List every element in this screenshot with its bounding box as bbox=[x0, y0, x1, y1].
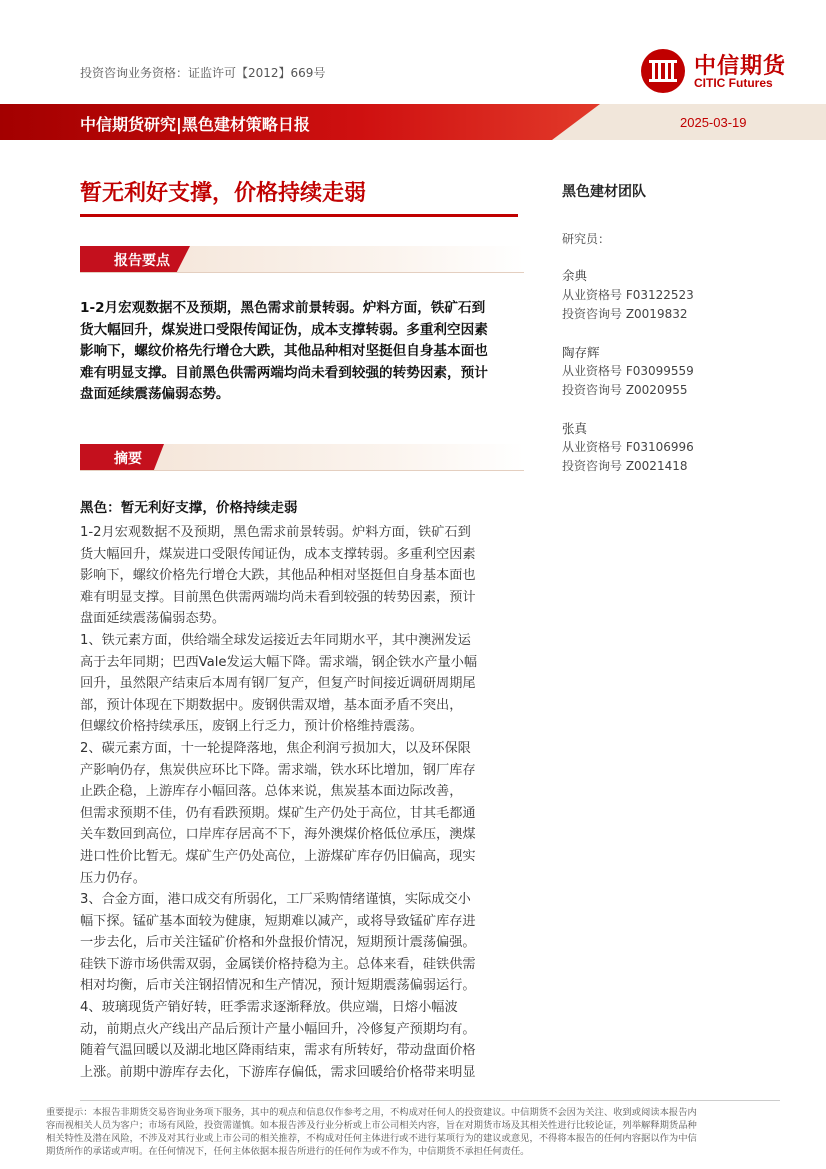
disclaimer-line: 重要提示：本报告非期货交易咨询业务项下服务，其中的观点和信息仅作参考之用，不构成对任何人的投资建议。中信期货不会因为关注、收到或阅读本报告内 bbox=[46, 1107, 697, 1118]
researcher-consult-id: 投资咨询号 Z0021418 bbox=[562, 459, 688, 473]
report-banner bbox=[0, 104, 826, 140]
abstract-body bbox=[80, 522, 520, 1083]
researcher-qualification: 从业资格号 F03106996 bbox=[562, 440, 694, 454]
license-text: 投资咨询业务资格：证监许可【2012】669号 bbox=[80, 66, 326, 80]
researcher-qualification: 从业资格号 F03099559 bbox=[562, 364, 694, 378]
abstract-line: 一步去化，后市关注锰矿价格和外盘报价情况，短期预计震荡偏强。 bbox=[80, 935, 476, 951]
key-point-line: 盘面延续震荡偏弱态势。 bbox=[80, 386, 230, 403]
researcher-consult-id: 投资咨询号 Z0020955 bbox=[562, 383, 688, 397]
abstract-line: 4、玻璃现货产销好转，旺季需求逐渐释放。供应端，日熔小幅波 bbox=[80, 1000, 458, 1016]
key-points-header bbox=[80, 246, 524, 272]
researcher-name: 陶存辉 bbox=[562, 345, 600, 360]
abstract-line: 盘面延续震荡偏弱态势。 bbox=[80, 611, 226, 627]
abstract-label: 摘要 bbox=[114, 451, 142, 467]
footer-divider bbox=[80, 1100, 780, 1101]
abstract-line: 上涨。前期中游库存去化，下游库存偏低，需求回暖给价格带来明显 bbox=[80, 1064, 476, 1080]
researcher-name: 张真 bbox=[562, 421, 588, 436]
abstract-line: 影响下，螺纹价格先行增仓大跌，其他品种相对坚挺但自身基本面也 bbox=[80, 568, 476, 584]
abstract-heading: 黑色：暂无利好支撑，价格持续走弱 bbox=[80, 500, 298, 516]
abstract-line: 硅铁下游市场供需双弱，金属镁价格持稳为主。总体来看，硅铁供需 bbox=[80, 956, 476, 972]
abstract-line: 止跌企稳，上游库存小幅回落。总体来说，焦炭基本面边际改善， bbox=[80, 784, 463, 800]
citic-emblem-icon bbox=[640, 48, 686, 94]
key-point-line: 难有明显支撑。目前黑色供需两端均尚未看到较强的转势因素，预计 bbox=[80, 364, 488, 381]
abstract-line: 产影响仍存，焦炭供应环比下降。需求端，铁水环比增加，钢厂库存 bbox=[80, 762, 476, 778]
key-points-text bbox=[80, 298, 520, 406]
abstract-line: 2、碳元素方面，十一轮提降落地，焦企利润亏损加大，以及环保限 bbox=[80, 740, 471, 756]
abstract-line: 进口性价比暂无。煤矿生产仍处高位，上游煤矿库存仍旧偏高，现实 bbox=[80, 848, 476, 864]
abstract-line: 部，预计体现在下期数据中。废钢供需双增，基本面矛盾不突出， bbox=[80, 697, 463, 713]
key-point-line: 货大幅回升，煤炭进口受限传闻证伪，成本支撑转弱。多重利空因素 bbox=[80, 321, 488, 338]
abstract-line: 动，前期点火产线出产品后预计产量小幅回升，冷修复产预期均有。 bbox=[80, 1021, 476, 1037]
abstract-line: 关车数回到高位，口岸库存居高不下，海外澳煤价格低位承压，澳煤 bbox=[80, 827, 476, 843]
abstract-line: 3、合金方面，港口成交有所弱化，工厂采购情绪谨慎，实际成交小 bbox=[80, 892, 471, 908]
abstract-line: 幅下探。锰矿基本面较为健康，短期难以减产，或将导致锰矿库存进 bbox=[80, 913, 476, 929]
abstract-line: 相对均衡，后市关注钢招情况和生产情况，预计短期震荡偏弱运行。 bbox=[80, 978, 476, 994]
banner-title: 中信期货研究|黑色建材策略日报 bbox=[80, 115, 310, 134]
logo-text-cn: 中信期货 bbox=[694, 54, 787, 79]
abstract-line: 压力仍存。 bbox=[80, 870, 146, 886]
disclaimer-line: 相关特性及潜在风险，不涉及对其行业或上市公司的相关推荐，不构成对任何主体进行或不进行某项行为的建议或意见，不得将本报告的任何内容据以作为中信 bbox=[46, 1133, 697, 1144]
abstract-line: 货大幅回升，煤炭进口受限传闻证伪，成本支撑转弱。多重利空因素 bbox=[80, 546, 476, 562]
team-name: 黑色建材团队 bbox=[562, 184, 646, 200]
researcher-name: 余典 bbox=[562, 268, 588, 283]
abstract-line: 1-2月宏观数据不及预期，黑色需求前景转弱。炉料方面，铁矿石到 bbox=[80, 525, 471, 540]
abstract-line: 但螺纹价格持续承压，废钢上行乏力，预计价格维持震荡。 bbox=[80, 719, 423, 735]
disclaimer-line: 容而视相关人员为客户；市场有风险，投资需谨慎。如本报告涉及行业分析或上市公司相关内容，旨在对期货市场及其相关性进行比较论证，列举解释期货品种 bbox=[46, 1120, 697, 1131]
researcher-label: 研究员： bbox=[562, 232, 611, 246]
citic-logo bbox=[640, 46, 808, 96]
page-title: 暂无利好支撑，价格持续走弱 bbox=[80, 181, 367, 206]
key-points-label: 报告要点 bbox=[114, 253, 170, 269]
researcher-consult-id: 投资咨询号 Z0019832 bbox=[562, 307, 688, 321]
abstract-line: 难有明显支撑。目前黑色供需两端均尚未看到较强的转势因素，预计 bbox=[80, 589, 476, 605]
report-date: 2025-03-19 bbox=[680, 115, 747, 130]
abstract-line: 随着气温回暖以及湖北地区降雨结束，需求有所转好，带动盘面价格 bbox=[80, 1043, 476, 1059]
abstract-line: 高于去年同期；巴西Vale发运大幅下降。需求端，钢企铁水产量小幅 bbox=[80, 654, 478, 670]
disclaimer bbox=[46, 1106, 786, 1158]
disclaimer-line: 期货所作的承诺或声明。在任何情况下，任何主体依据本报告所进行的任何作为或不作为，中信期货不承担任何责任。 bbox=[46, 1146, 530, 1157]
key-point-line: 影响下，螺纹价格先行增仓大跌，其他品种相对坚挺但自身基本面也 bbox=[80, 343, 488, 360]
abstract-line: 1、铁元素方面，供给端全球发运接近去年同期水平，其中澳洲发运 bbox=[80, 632, 471, 648]
logo-text-en: CITIC Futures bbox=[694, 76, 773, 90]
researcher-qualification: 从业资格号 F03122523 bbox=[562, 288, 694, 302]
abstract-header bbox=[80, 444, 524, 470]
abstract-line: 但需求预期不佳，仍有看跌预期。煤矿生产仍处于高位，甘其毛都通 bbox=[80, 805, 476, 821]
key-point-line: 1-2月宏观数据不及预期，黑色需求前景转弱。炉料方面，铁矿石到 bbox=[80, 300, 486, 316]
abstract-line: 回升，虽然限产结束后本周有钢厂复产，但复产时间接近调研周期尾 bbox=[80, 676, 476, 692]
title-divider bbox=[80, 214, 518, 217]
